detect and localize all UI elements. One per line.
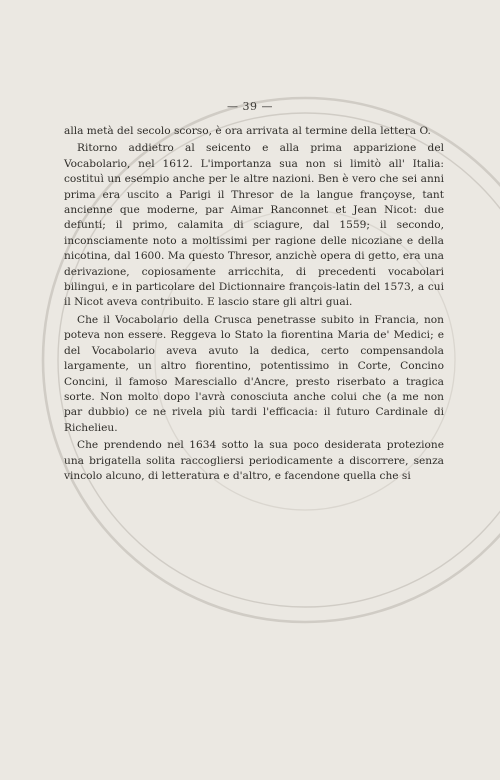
paragraph-2: Ritorno addietro al seicento e alla prima apparizione del Vocabolario, nel 1612. L'importanza sua non si limitò all' Italia: costituì un esempio anche per le altre nazioni. Ben è vero che sei anni prima era uscito a Parigi il Thresor de la langue françoyse, tant ancienne que moderne, par Aimar Ranconnet et Jean Nicot: due defunti; il primo, calamita di sciagure, dal 1559; il secondo, inconsciamente noto a moltissimi per ragione delle nicoziane e della nicotina, dal 1600. Ma questo Thresor, anzichè opera di getto, era una derivazione, copiosamente arricchita, di precedenti vocabolari bilingui, e in particolare del Dictionnaire françois-latin del 1573, a cui il Nicot aveva contribuito. E lascio stare gli altri guai. [64, 142, 444, 309]
page-number: — 39 — [227, 100, 273, 113]
paragraph-1: alla metà del secolo scorso, è ora arrivata al termine della lettera O. [64, 125, 431, 137]
paragraph-4: Che prendendo nel 1634 sotto la sua poco desiderata protezione una brigatella solita raccogliersi periodicamente a discorrere, senza vincolo alcuno, di letteratura e d'altro, e facendone quella che si [64, 439, 444, 482]
body-text [64, 124, 444, 484]
paragraph-3: Che il Vocabolario della Crusca penetrasse subito in Francia, non poteva non essere. Reggeva lo Stato la fiorentina Maria de' Medici; e del Vocabolario aveva avuto la dedica, certo compensandola largamente, un altro fiorentino, potentissimo in Corte, Concino Concini, il famoso Maresciallo d'Ancre, presto riserbato a tragica sorte. Non molto dopo l'avrà conosciuta anche colui che (a me non par dubbio) ce ne rivela più tardi l'efficacia: il futuro Cardinale di Richelieu. [64, 313, 444, 434]
